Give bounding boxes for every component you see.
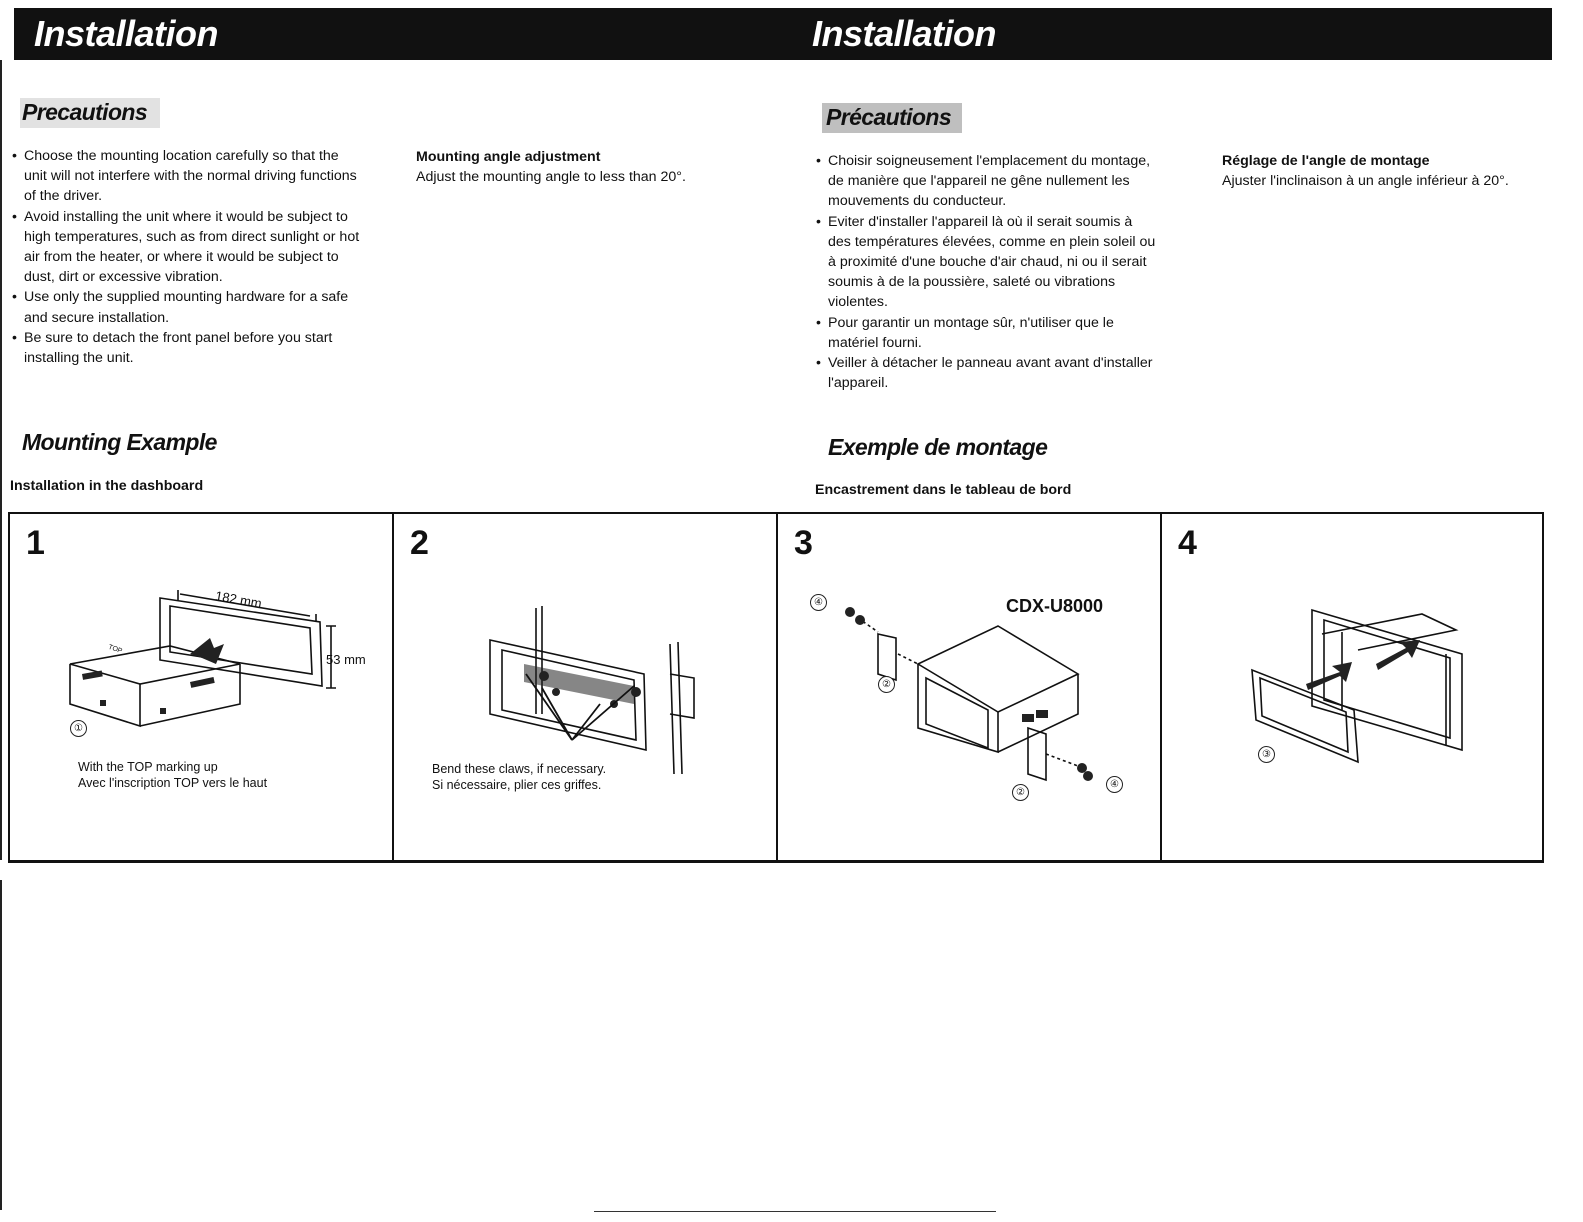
callout-1: ① (70, 720, 87, 737)
header-title-left: Installation (34, 13, 219, 54)
precautions-list-en (10, 146, 360, 368)
mounting-title-en: Mounting Example (22, 429, 217, 455)
callout-3: ③ (1258, 746, 1275, 763)
header-bar-right (792, 8, 1552, 60)
angle-text-fr: Ajuster l'inclinaison à un angle inférieur à 20°. (1222, 173, 1509, 189)
list-item: • Eviter d'installer l'appareil là où il serait soumis à des températures élevées, comme en plein soleil ou à proximité d'une bouche d'air chaud, ni ou il serait soumis à de la poussière, saleté ou vibrations violentes. (814, 212, 1159, 313)
list-item: • Pour garantir un montage sûr, n'utiliser que le matériel fourni. (814, 313, 1159, 353)
precautions-list-fr (814, 151, 1159, 393)
brackets-drawing (778, 514, 1158, 814)
page-left-edge-line (0, 60, 2, 860)
list-item: • Avoid installing the unit where it would be subject to high temperatures, such as from direct sunlight or hot air from the heater, or where it would be subject to dust, dirt or excessive vibration. (10, 207, 360, 288)
caption-fr: Si nécessaire, plier ces griffes. (432, 778, 602, 792)
callout-screw-top: ④ (810, 594, 827, 611)
width-label: 182 mm (214, 588, 263, 611)
installation-steps (8, 512, 1544, 863)
mounting-sub-fr: Encastrement dans le tableau de bord (815, 482, 1072, 498)
step-number: 1 (26, 524, 45, 562)
precautions-title-en: Precautions (22, 99, 148, 125)
caption-en: With the TOP marking up (78, 760, 218, 774)
list-item: • Choisir soigneusement l'emplacement du montage, de manière que l'appareil ne gêne nullement les mouvements du conducteur. (814, 151, 1159, 212)
list-item: • Be sure to detach the front panel before you start installing the unit. (10, 328, 360, 368)
list-item: • Veiller à détacher le panneau avant avant d'installer l'appareil. (814, 353, 1159, 393)
bottom-rule (594, 1211, 996, 1212)
model-label: CDX-U8000 (1006, 596, 1104, 616)
mounting-title-fr: Exemple de montage (828, 434, 1048, 460)
header-title-right: Installation (812, 13, 997, 54)
step-panel-4 (1160, 514, 1544, 860)
height-label: 53 mm (326, 652, 366, 667)
list-item: • Choose the mounting location carefully so that the unit will not interfere with the normal driving functions of the driver. (10, 146, 360, 207)
step-number: 4 (1178, 524, 1197, 562)
step-panel-2 (392, 514, 778, 860)
angle-title-en: Mounting angle adjustment (416, 149, 601, 165)
callout-bracket-left: ② (878, 676, 895, 693)
step-number: 3 (794, 524, 813, 562)
step-number: 2 (410, 524, 429, 562)
caption-fr: Avec l'inscription TOP vers le haut (78, 776, 268, 790)
claws-drawing (394, 514, 774, 774)
angle-text-en: Adjust the mounting angle to less than 20°. (416, 169, 686, 185)
precautions-title-fr: Précautions (826, 104, 952, 130)
top-label: TOP (107, 643, 124, 656)
page-left-edge-line-lower (0, 880, 2, 1210)
mounting-sub-en: Installation in the dashboard (10, 478, 204, 494)
list-item: • Use only the supplied mounting hardware for a safe and secure installation. (10, 287, 360, 327)
frame-drawing (1162, 514, 1542, 814)
angle-title-fr: Réglage de l'angle de montage (1222, 153, 1430, 169)
header-bar-left (14, 8, 792, 60)
callout-screw-bottom: ④ (1106, 776, 1123, 793)
step-panel-1 (8, 514, 394, 860)
caption-en: Bend these claws, if necessary. (432, 762, 607, 776)
step-panel-3 (776, 514, 1162, 860)
callout-bracket-right: ② (1012, 784, 1029, 801)
sleeve-drawing (10, 514, 390, 754)
